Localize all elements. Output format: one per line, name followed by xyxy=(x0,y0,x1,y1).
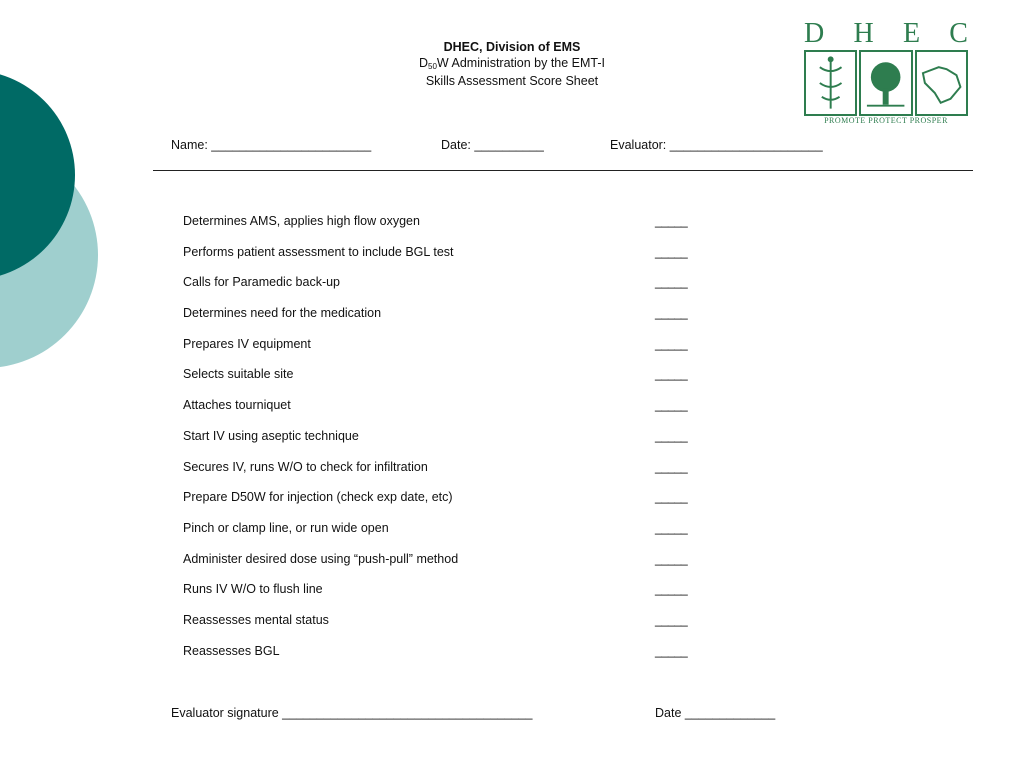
header-divider xyxy=(153,170,973,171)
skill-label: Reassesses BGL xyxy=(183,643,280,658)
skill-score-blank[interactable]: _____ xyxy=(655,582,688,597)
decorative-circles xyxy=(0,0,110,420)
skill-row xyxy=(183,275,703,306)
logo-letter-c: C xyxy=(949,18,968,49)
skill-label: Reassesses mental status xyxy=(183,612,329,627)
skill-score-blank[interactable]: _____ xyxy=(655,490,688,505)
skill-row xyxy=(183,337,703,368)
skill-label: Selects suitable site xyxy=(183,367,294,382)
skill-score-blank[interactable]: _____ xyxy=(655,306,688,321)
skill-score-blank[interactable]: _____ xyxy=(655,214,688,228)
skill-row xyxy=(183,552,703,583)
skill-row xyxy=(183,613,703,644)
skill-label: Runs IV W/O to flush line xyxy=(183,582,323,597)
skill-label: Start IV using aseptic technique xyxy=(183,428,359,443)
skill-row xyxy=(183,398,703,429)
header-title: DHEC, Division of EMS xyxy=(443,40,581,54)
logo-letter-h: H xyxy=(853,18,874,49)
skill-row xyxy=(183,582,703,613)
date-field[interactable]: Date: __________ xyxy=(441,138,544,152)
skill-row xyxy=(183,644,703,675)
skill-row xyxy=(183,306,703,337)
logo-panels xyxy=(804,50,968,116)
logo-tagline: PROMOTE PROTECT PROSPER xyxy=(824,116,948,125)
skill-score-blank[interactable]: _____ xyxy=(655,244,688,259)
skill-row xyxy=(183,367,703,398)
skill-score-blank[interactable]: _____ xyxy=(655,551,688,566)
skill-label: Determines AMS, applies high flow oxygen xyxy=(183,214,420,228)
skill-label: Prepares IV equipment xyxy=(183,336,311,351)
logo-panel-caduceus-icon xyxy=(804,50,857,116)
skill-label: Calls for Paramedic back-up xyxy=(183,275,341,290)
skill-row xyxy=(183,429,703,460)
name-field[interactable]: Name: _______________________ xyxy=(171,138,372,152)
skill-label: Prepare D50W for injection (check exp date, etc) xyxy=(183,490,453,505)
skill-row xyxy=(183,214,703,245)
skill-row xyxy=(183,460,703,491)
header-subtitle: $D_{50}W$ Administration by the EMT-I xyxy=(418,55,606,71)
skill-row xyxy=(183,521,703,552)
skill-label: Determines need for the medication xyxy=(183,306,382,321)
logo-letter-d: D xyxy=(804,18,825,49)
skill-row xyxy=(183,245,703,276)
evaluator-field[interactable]: Evaluator: ______________________ xyxy=(610,138,823,152)
skill-score-blank[interactable]: _____ xyxy=(655,336,688,351)
evaluator-signature-field[interactable]: Evaluator signature ____________________________________ xyxy=(171,706,533,720)
skill-label: Administer desired dose using “push-pull” method xyxy=(183,551,459,566)
skill-score-blank[interactable]: _____ xyxy=(655,520,688,535)
skill-score-blank[interactable]: _____ xyxy=(655,612,688,627)
skill-label: Performs patient assessment to include BGL test xyxy=(183,244,454,259)
skill-label: Attaches tourniquet xyxy=(183,398,291,413)
logo-letters xyxy=(804,20,968,48)
dhec-logo xyxy=(800,18,972,125)
skill-score-blank[interactable]: _____ xyxy=(655,275,688,290)
skill-score-blank[interactable]: _____ xyxy=(655,398,688,413)
header-sheet-title: Skills Assessment Score Sheet xyxy=(425,74,599,88)
logo-letter-e: E xyxy=(902,18,921,49)
skills-list xyxy=(183,214,703,674)
skill-row xyxy=(183,490,703,521)
skill-label: Secures IV, runs W/O to check for infiltration xyxy=(183,459,428,474)
logo-panel-state-map-icon xyxy=(915,50,968,116)
form-header xyxy=(362,40,662,90)
skill-score-blank[interactable]: _____ xyxy=(655,428,688,443)
skill-score-blank[interactable]: _____ xyxy=(655,643,688,658)
signature-date-field[interactable]: Date _____________ xyxy=(655,706,776,720)
skill-score-blank[interactable]: _____ xyxy=(655,367,688,382)
logo-panel-tree-icon xyxy=(859,50,912,116)
skill-score-blank[interactable]: _____ xyxy=(655,459,688,474)
skill-label: Pinch or clamp line, or run wide open xyxy=(183,520,389,535)
